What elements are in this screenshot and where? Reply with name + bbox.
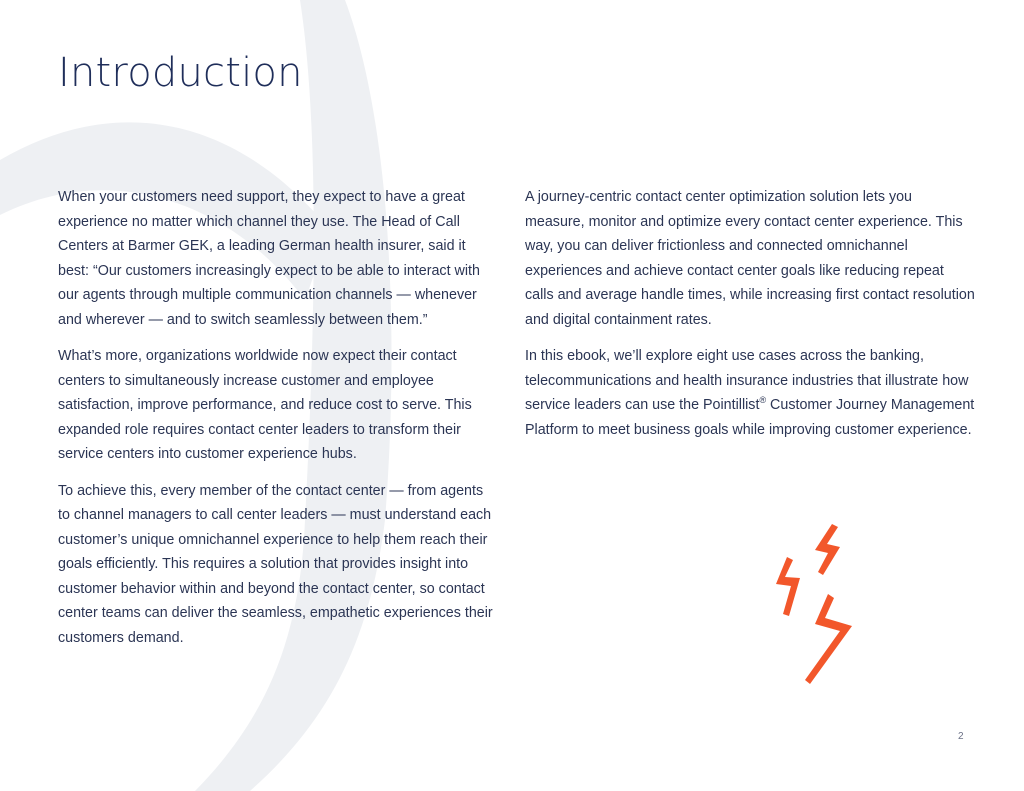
right-column bbox=[525, 185, 975, 454]
right-paragraph-2 bbox=[525, 344, 975, 442]
right-paragraph-2-text-b: Customer Journey Management Platform to meet business goals while improving customer experience. bbox=[525, 397, 975, 438]
left-paragraph-2: What’s more, organizations worldwide now expect their contact centers to simultaneously increase customer and employee satisfaction, improve performance, and reduce cost to serve. This expanded role requires contact center leaders to transform their service centers into customer experience hubs. bbox=[58, 348, 472, 462]
left-paragraph-3: To achieve this, every member of the contact center — from agents to channel managers to call center leaders — must understand each customer’s unique omnichannel experience to help them reach their goals efficiently. This requires a solution that provides insight into customer behavior within and beyond the contact center, so contact center teams can deliver the seamless, empathetic experiences their customers demand. bbox=[58, 482, 493, 646]
left-paragraph-1: When your customers need support, they expect to have a great experience no matter which channel they use. The Head of Call Centers at Barmer GEK, a leading German health insurer, said it best: “Our customers increasingly expect to be able to interact with our agents through multiple communication channels — whenever and wherever — and to switch seamlessly between them.” bbox=[58, 189, 480, 328]
registered-mark: ® bbox=[759, 395, 767, 406]
lightning-bolt-small-icon bbox=[815, 524, 840, 575]
right-paragraph-2-text-a: In this ebook, we’ll explore eight use cases across the banking, telecommunications and health insurance industries that illustrate how service leaders can use the Pointillist bbox=[525, 348, 969, 413]
page-title: Introduction bbox=[58, 50, 303, 96]
lightning-bolt-large-icon bbox=[805, 594, 852, 684]
right-paragraph-1: A journey-centric contact center optimization solution lets you measure, monitor and optimize every contact center experience. This way, you can deliver frictionless and connected omnichannel experiences and achieve contact center goals like reducing repeat calls and average handle times, while increasing first contact resolution and digital containment rates. bbox=[525, 189, 975, 328]
lightning-bolt-left-icon bbox=[776, 557, 800, 616]
lightning-bolts-icon bbox=[770, 520, 870, 690]
page-number: 2 bbox=[958, 731, 964, 742]
left-column bbox=[58, 185, 498, 662]
